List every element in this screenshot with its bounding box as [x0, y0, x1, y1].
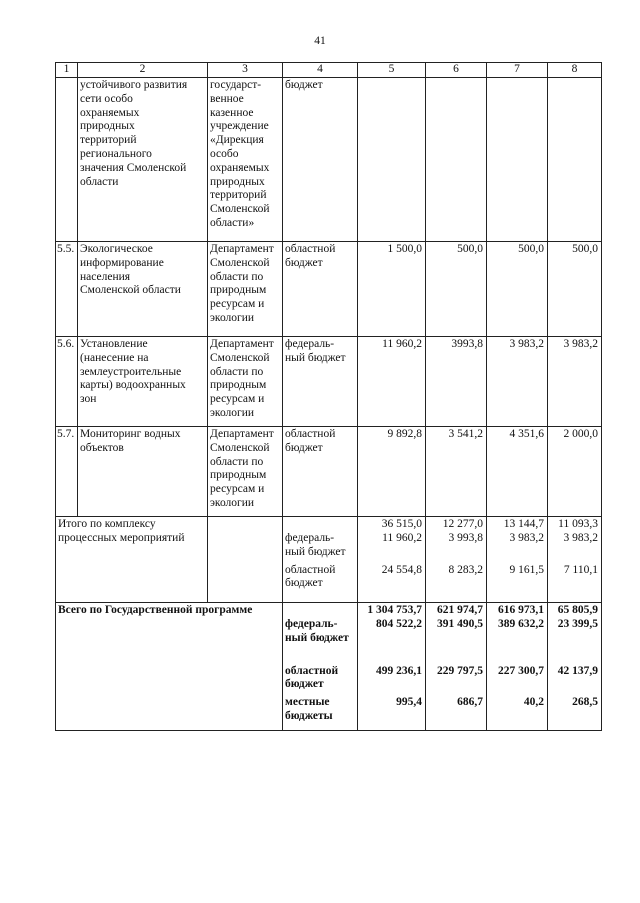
activity-name: Экологическое информирование населения Смоленской области: [78, 242, 208, 337]
value-total: 1 500,0: [358, 242, 426, 337]
row-index: 5.6.: [56, 337, 78, 427]
grand-total-values-col8: 65 805,9 23 399,5 42 137,9 268,5: [548, 603, 602, 731]
row-index: 5.5.: [56, 242, 78, 337]
col-header: 4: [283, 63, 358, 78]
funding-source: федераль- ный бюджет областной бюджет местные бюджеты: [283, 603, 358, 731]
funding-source: федераль- ный бюджет областной бюджет: [283, 517, 358, 603]
page-number: 41: [314, 35, 326, 47]
table-row: [56, 337, 602, 427]
col-header: 5: [358, 63, 426, 78]
funding-source: федераль- ный бюджет: [283, 337, 358, 427]
row-index: 5.7.: [56, 427, 78, 517]
grand-total-label: Всего по Государственной программе: [56, 603, 283, 731]
table-row: [56, 242, 602, 337]
subtotal-values-col5: 36 515,0 11 960,2 24 554,8: [358, 517, 426, 603]
executor: государст- венное казенное учреждение «Дирекция особо охраняемых природных территорий Смоленской области»: [208, 78, 283, 242]
value-year-3: 2 000,0: [548, 427, 602, 517]
activity-name: Мониторинг водных объектов: [78, 427, 208, 517]
value-total: 11 960,2: [358, 337, 426, 427]
executor: Департамент Смоленской области по природным ресурсам и экологии: [208, 427, 283, 517]
col-header: 3: [208, 63, 283, 78]
grand-total-values-col5: 1 304 753,7 804 522,2 499 236,1 995,4: [358, 603, 426, 731]
value-year-3: 3 983,2: [548, 337, 602, 427]
grand-total-values-col6: 621 974,7 391 490,5 229 797,5 686,7: [426, 603, 487, 731]
col-header: 8: [548, 63, 602, 78]
value-year-2: 4 351,6: [487, 427, 548, 517]
budget-table: [55, 62, 602, 731]
subtotal-values-col6: 12 277,0 3 993,8 8 283,2: [426, 517, 487, 603]
executor: Департамент Смоленской области по природным ресурсам и экологии: [208, 337, 283, 427]
funding-source: областной бюджет: [283, 427, 358, 517]
col-header: 6: [426, 63, 487, 78]
funding-source: бюджет: [283, 78, 358, 242]
funding-source: областной бюджет: [283, 242, 358, 337]
subtotal-row: [56, 517, 602, 603]
value-year-1: 3993,8: [426, 337, 487, 427]
subtotal-values-col8: 11 093,3 3 983,2 7 110,1: [548, 517, 602, 603]
value-year-2: 3 983,2: [487, 337, 548, 427]
header-row: [56, 63, 602, 78]
executor: Департамент Смоленской области по природным ресурсам и экологии: [208, 242, 283, 337]
subtotal-label: Итого по комплексу процессных мероприятий: [56, 517, 208, 603]
col-header: 2: [78, 63, 208, 78]
col-header: 7: [487, 63, 548, 78]
value-year-1: 3 541,2: [426, 427, 487, 517]
grand-total-row: [56, 603, 602, 731]
row-index: [56, 78, 78, 242]
value-year-3: 500,0: [548, 242, 602, 337]
value-total: 9 892,8: [358, 427, 426, 517]
table-row: [56, 427, 602, 517]
activity-name: устойчивого развития сети особо охраняемых природных территорий регионального значения Смоленской области: [78, 78, 208, 242]
activity-name: Установление (нанесение на землеустроительные карты) водоохранных зон: [78, 337, 208, 427]
col-header: 1: [56, 63, 78, 78]
subtotal-values-col7: 13 144,7 3 983,2 9 161,5: [487, 517, 548, 603]
table-row: [56, 78, 602, 242]
value-year-2: 500,0: [487, 242, 548, 337]
grand-total-values-col7: 616 973,1 389 632,2 227 300,7 40,2: [487, 603, 548, 731]
value-year-1: 500,0: [426, 242, 487, 337]
